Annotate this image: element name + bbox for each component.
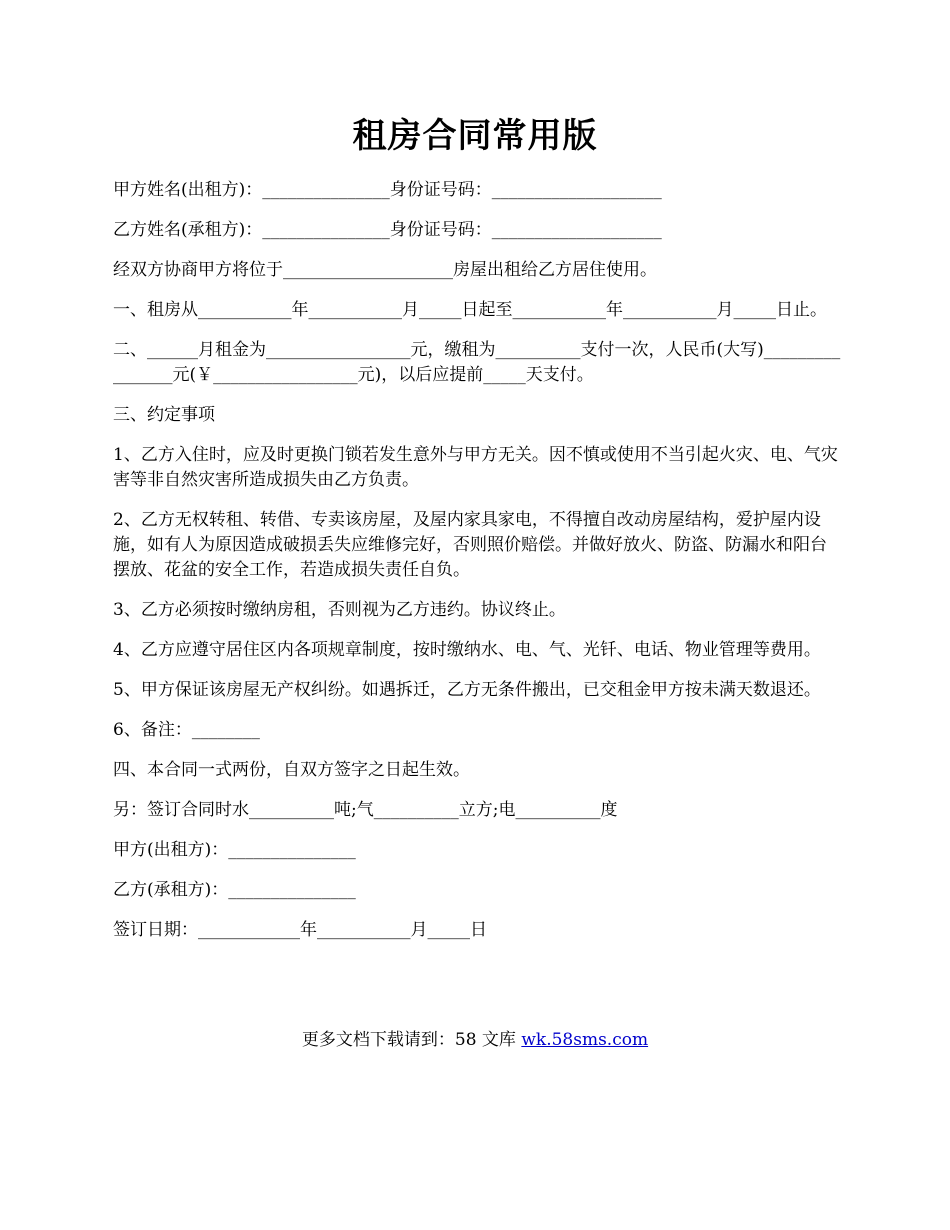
paragraph-party-b-signature: 乙方(承租方)：_______________ xyxy=(113,880,356,900)
paragraph-party-b-name: 乙方姓名(承租方)：_______________身份证号码：____________________ xyxy=(113,220,662,240)
paragraph-utility-readings: 另：签订合同时水__________吨;气__________立方;电__________度 xyxy=(113,800,618,820)
paragraph-agreed-items-heading: 三、约定事项 xyxy=(113,405,215,425)
paragraph-item-1: 1、乙方入住时，应及时更换门锁若发生意外与甲方无关。因不慎或使用不当引起火灾、电、气灾害等非自然灾害所造成损失由乙方负责。 xyxy=(113,445,838,490)
footer-link[interactable]: wk.58sms.com xyxy=(521,1030,649,1050)
document-title: 租房合同常用版 xyxy=(352,116,598,156)
paragraph-item-4: 4、乙方应遵守居住区内各项规章制度，按时缴纳水、电、气、光钎、电话、物业管理等费用。 xyxy=(113,640,821,660)
paragraph-effective: 四、本合同一式两份，自双方签字之日起生效。 xyxy=(113,760,470,780)
paragraph-item-6-remarks: 6、备注：________ xyxy=(113,720,260,740)
document-body xyxy=(113,178,843,958)
paragraph-rent: 二、______月租金为_________________元，缴租为__________支付一次，人民币(大写)________________元(￥_________________元)，以后应提前_____天支付。 xyxy=(113,340,841,385)
paragraph-item-3: 3、乙方必须按时缴纳房租，否则视为乙方违约。协议终止。 xyxy=(113,600,566,620)
paragraph-property-location: 经双方协商甲方将位于____________________房屋出租给乙方居住使用。 xyxy=(113,260,657,280)
paragraph-item-2: 2、乙方无权转租、转借、专卖该房屋，及屋内家具家电，不得擅自改动房屋结构，爱护屋内设施，如有人为原因造成破损丢失应维修完好，否则照价赔偿。并做好放火、防盗、防漏水和阳台摆放、花盆的安全工作，若造成损失责任自负。 xyxy=(113,510,827,580)
paragraph-sign-date: 签订日期：____________年___________月_____日 xyxy=(113,920,487,940)
footer-text: 更多文档下载请到：58 文库 xyxy=(301,1030,522,1050)
paragraph-lease-term: 一、租房从___________年___________月_____日起至___________年___________月_____日止。 xyxy=(113,300,827,320)
footer xyxy=(0,1028,950,1053)
paragraph-party-a-signature: 甲方(出租方)：_______________ xyxy=(113,840,356,860)
paragraph-party-a-name: 甲方姓名(出租方)：_______________身份证号码：____________________ xyxy=(113,180,662,200)
paragraph-item-5: 5、甲方保证该房屋无产权纠纷。如遇拆迁，乙方无条件搬出，已交租金甲方按未满天数退还。 xyxy=(113,680,821,700)
